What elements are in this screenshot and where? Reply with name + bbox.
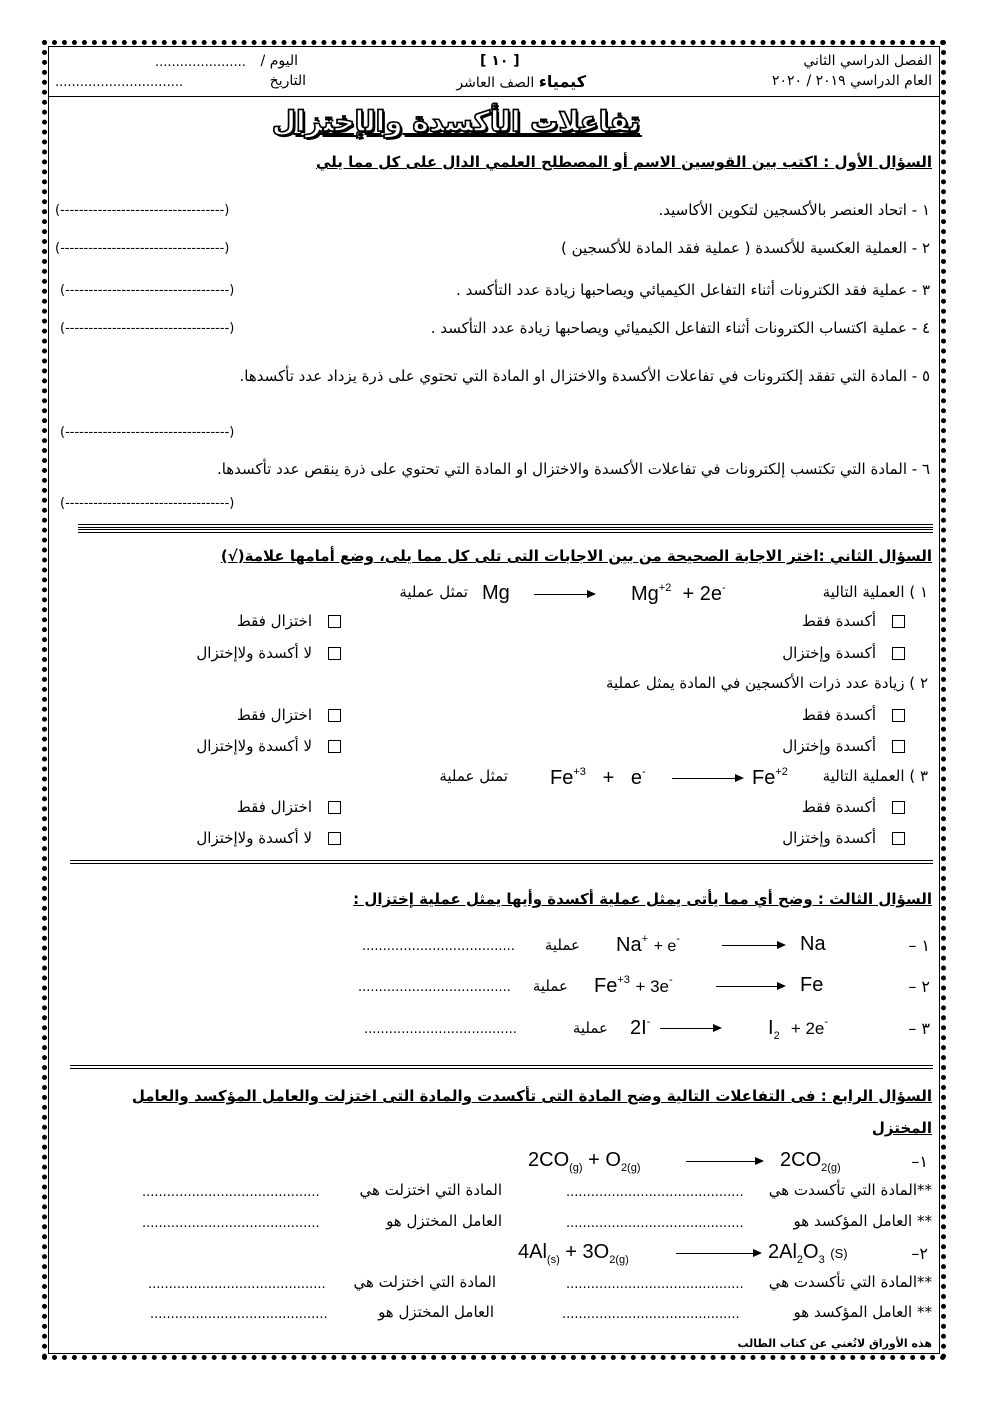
q4-r2-reduced-answer[interactable]: ........................................... <box>148 1277 326 1292</box>
q4-reaction-2-arrow <box>676 1253 760 1254</box>
q2-2-opt-both-label: أكسدة وإختزال <box>782 737 876 755</box>
q4-r1-reduced-answer[interactable]: ........................................... <box>142 1185 320 1200</box>
q3-label: السؤال الثالث <box>829 890 932 908</box>
q3-item-2-label: عملية <box>532 977 568 995</box>
day-field[interactable]: ...................... <box>155 55 246 70</box>
q2-3-opt-oxidation-checkbox[interactable] <box>892 801 905 814</box>
q2-3-opt-reduction-checkbox[interactable] <box>328 801 341 814</box>
q4-reaction-1-arrow <box>686 1161 762 1162</box>
q2-1-opt-both-label: أكسدة وإختزال <box>782 644 876 662</box>
q4-reaction-2-num: ٢– <box>911 1244 928 1263</box>
separator-1 <box>78 524 933 528</box>
q4-r1-oxidized-label: **المادة التي تأكسدت هي <box>768 1181 932 1199</box>
q4-r2-reduced-label: المادة التي اختزلت هي <box>353 1273 496 1291</box>
q2-2-opt-oxidation-checkbox[interactable] <box>892 709 905 722</box>
q3-item-2-product: Fe <box>800 974 824 996</box>
q2-item-1-suffix: تمثل عملية <box>399 583 468 601</box>
q3-item-2-arrow <box>716 986 784 987</box>
q4-r1-reducing-agent-answer[interactable]: ........................................... <box>142 1216 320 1231</box>
q4-reaction-1-num: ١– <box>911 1152 928 1171</box>
q4-r1-reduced-label: المادة التي اختزلت هي <box>359 1181 502 1199</box>
q1-answer-4[interactable]: (-----------------------------------) <box>60 321 235 336</box>
q2-instruction: :اختر الاجابة الصحيحة من بين الاجابات التى تلى كل مما يلى، وضع أمامها علامة(√) <box>220 547 825 565</box>
header-divider <box>48 96 940 97</box>
q1-label: السؤال الأول <box>834 153 932 171</box>
q4-r1-oxidizing-agent-label: ** العامل المؤكسد هو <box>793 1212 932 1230</box>
q3-instruction: : وضح أي مما يأتى يمثل عملية أكسدة وأيها يمثل عملية إختزال : <box>353 890 824 908</box>
q1-item-5: ٥ - المادة التي تفقد إلكترونات في تفاعلات الأكسدة والاختزال او المادة التي تحتوي على ذرة يزداد عدد تأكسدها. <box>239 367 930 385</box>
subject-label: كيمياء <box>538 72 586 91</box>
q2-item-3-product: $Fe^{+2}$ <box>752 766 788 789</box>
q4-r2-reducing-agent-answer[interactable]: ........................................... <box>150 1307 328 1322</box>
q2-1-opt-neither-checkbox[interactable] <box>328 647 341 660</box>
grade-subject <box>456 74 586 90</box>
q2-3-opt-neither-checkbox[interactable] <box>328 832 341 845</box>
q1-answer-6[interactable]: (-----------------------------------) <box>60 496 235 511</box>
q1-answer-1[interactable]: (-----------------------------------) <box>55 203 230 218</box>
q1-instruction: : اكتب بين القوسين الاسم أو المصطلح العلمي الدال على كل مما يلي <box>315 153 830 171</box>
q1-answer-2[interactable]: (-----------------------------------) <box>55 241 230 256</box>
q3-item-1-product: Na <box>800 933 826 955</box>
semester-label: الفصل الدراسي الثاني <box>803 53 932 69</box>
q1-answer-5[interactable]: (-----------------------------------) <box>60 425 235 440</box>
q2-item-1-prefix: ١ ) العملية التالية <box>822 583 928 601</box>
q2-item-3-arrow <box>672 778 742 779</box>
footer-note: هذه الأوراق لاتُغني عن كتاب الطالب <box>737 1337 932 1350</box>
q4-r1-oxidizing-agent-answer[interactable]: ........................................... <box>566 1216 744 1231</box>
q3-item-3-label: عملية <box>572 1019 608 1037</box>
q4-r2-oxidized-answer[interactable]: ........................................... <box>566 1277 744 1292</box>
q3-item-1-label: عملية <box>544 936 580 954</box>
q4-label: السؤال الرابع <box>832 1087 932 1105</box>
q2-1-opt-both-checkbox[interactable] <box>892 647 905 660</box>
q1-heading <box>316 155 932 170</box>
q1-answer-3[interactable]: (-----------------------------------) <box>60 283 235 298</box>
q4-reaction-1-reactants: $2CO_{(g)} + O_{2(g)}$ <box>528 1149 641 1174</box>
q3-item-3-answer[interactable]: ..................................... <box>364 1022 517 1037</box>
q3-item-3-reactant: 2I- <box>630 1016 651 1039</box>
q4-reaction-2-reactants: $4Al_{(s)} + 3O_{2(g)}$ <box>518 1241 629 1266</box>
q2-1-opt-reduction-checkbox[interactable] <box>328 615 341 628</box>
q4-r2-oxidizing-agent-label: ** العامل المؤكسد هو <box>793 1303 932 1321</box>
q3-item-1-answer[interactable]: ..................................... <box>362 939 515 954</box>
q2-2-opt-oxidation-label: أكسدة فقط <box>801 706 876 724</box>
q4-r2-reducing-agent-label: العامل المختزل هو <box>378 1303 494 1321</box>
q2-3-opt-neither-label: لا أكسدة ولاإختزال <box>196 829 312 847</box>
q1-item-4: ٤ - عملية اكتساب الكترونات أثناء التفاعل الكيميائي ويصاحبها زيادة عدد التأكسد . <box>430 319 930 337</box>
q2-item-1-reactant: Mg <box>482 582 510 604</box>
q2-3-opt-reduction-label: اختزال فقط <box>236 798 312 816</box>
q3-item-1-num: ١ – <box>908 936 930 955</box>
q3-item-3-product: $I_2 + 2e^-$ <box>768 1016 829 1042</box>
separator-2 <box>70 860 933 864</box>
date-label: التاريخ <box>269 73 306 89</box>
sheet-number: [ ١٠ ] <box>480 53 520 69</box>
q4-instruction: : فى التفاعلات التالية وضح المادة التى تأكسدت والمادة التى اختزلت والعامل المؤكسد والعامل <box>131 1087 827 1105</box>
q1-item-6: ٦ - المادة التي تكتسب إلكترونات في تفاعلات الأكسدة والاختزال او المادة التي تحتوي على ذرة ينقص عدد تأكسدها. <box>216 460 930 478</box>
q3-item-2-reactants: $Fe^{+3} + 3e^-$ <box>594 974 673 997</box>
q4-reaction-1-product: $2CO_{2(g)}$ <box>780 1149 841 1174</box>
q2-3-opt-both-label: أكسدة وإختزال <box>782 829 876 847</box>
q4-r1-reducing-agent-label: العامل المختزل هو <box>386 1212 502 1230</box>
q4-heading <box>132 1089 932 1104</box>
q3-item-1-reactants: Na+ + e- <box>616 933 680 956</box>
q2-item-3-prefix: ٣ ) العملية التالية <box>822 767 928 785</box>
page-title: تفاعلات الأكسدة والإختزال <box>271 105 640 138</box>
q2-2-opt-both-checkbox[interactable] <box>892 740 905 753</box>
q3-item-1-arrow <box>722 945 784 946</box>
q2-1-opt-oxidation-checkbox[interactable] <box>892 615 905 628</box>
q3-item-2-num: ٢ – <box>908 977 930 996</box>
q3-item-2-answer[interactable]: ..................................... <box>358 980 511 995</box>
q2-1-opt-oxidation-label: أكسدة فقط <box>801 612 876 630</box>
q2-item-3-suffix: تمثل عملية <box>439 767 508 785</box>
q4-instruction-2: المختزل <box>871 1119 932 1137</box>
q2-3-opt-oxidation-label: أكسدة فقط <box>801 798 876 816</box>
q1-item-3: ٣ - عملية فقد الكترونات أثناء التفاعل الكيميائي ويصاحبها زيادة عدد التأكسد . <box>456 281 930 299</box>
q2-item-1-product: $Mg^{+2} + 2e^-$ <box>631 582 726 605</box>
q2-2-opt-neither-label: لا أكسدة ولاإختزال <box>196 737 312 755</box>
day-label: اليوم / <box>260 53 298 69</box>
q2-label: السؤال الثاني <box>829 547 932 565</box>
q2-1-opt-neither-label: لا أكسدة ولاإختزال <box>196 644 312 662</box>
year-label: العام الدراسي ٢٠١٩ / ٢٠٢٠ <box>771 73 932 89</box>
q2-item-2-text: ٢ ) زيادة عدد ذرات الأكسجين في المادة يمثل عملية <box>605 674 928 692</box>
separator-1b <box>78 529 933 533</box>
q2-3-opt-both-checkbox[interactable] <box>892 832 905 845</box>
q2-item-1-arrow <box>534 594 594 595</box>
q4-r2-oxidized-label: **المادة التي تأكسدت هي <box>768 1273 932 1291</box>
q2-2-opt-neither-checkbox[interactable] <box>328 740 341 753</box>
q1-item-1: ١ - اتحاد العنصر بالأكسجين لتكوين الأكاسيد. <box>658 201 930 219</box>
q2-heading <box>221 549 932 564</box>
q2-1-opt-reduction-label: اختزال فقط <box>236 612 312 630</box>
q1-item-2: ٢ - العملية العكسية للأكسدة ( عملية فقد المادة للأكسجين ) <box>561 239 930 257</box>
q2-2-opt-reduction-label: اختزال فقط <box>236 706 312 724</box>
q3-item-3-num: ٣ – <box>908 1019 930 1038</box>
q3-item-3-arrow <box>660 1028 720 1029</box>
q3-heading <box>353 892 932 907</box>
grade-label: الصف العاشر <box>456 75 535 91</box>
q4-reaction-2-product: $2Al_2O_3$ (S) <box>768 1241 848 1266</box>
separator-3 <box>70 1065 933 1069</box>
q2-2-opt-reduction-checkbox[interactable] <box>328 709 341 722</box>
date-field[interactable]: ............................... <box>55 75 184 90</box>
q2-item-3-reactants: $Fe^{+3}$ + e- <box>550 766 646 789</box>
q4-r1-oxidized-answer[interactable]: ........................................... <box>566 1185 744 1200</box>
q4-r2-oxidizing-agent-answer[interactable]: ........................................... <box>562 1307 740 1322</box>
